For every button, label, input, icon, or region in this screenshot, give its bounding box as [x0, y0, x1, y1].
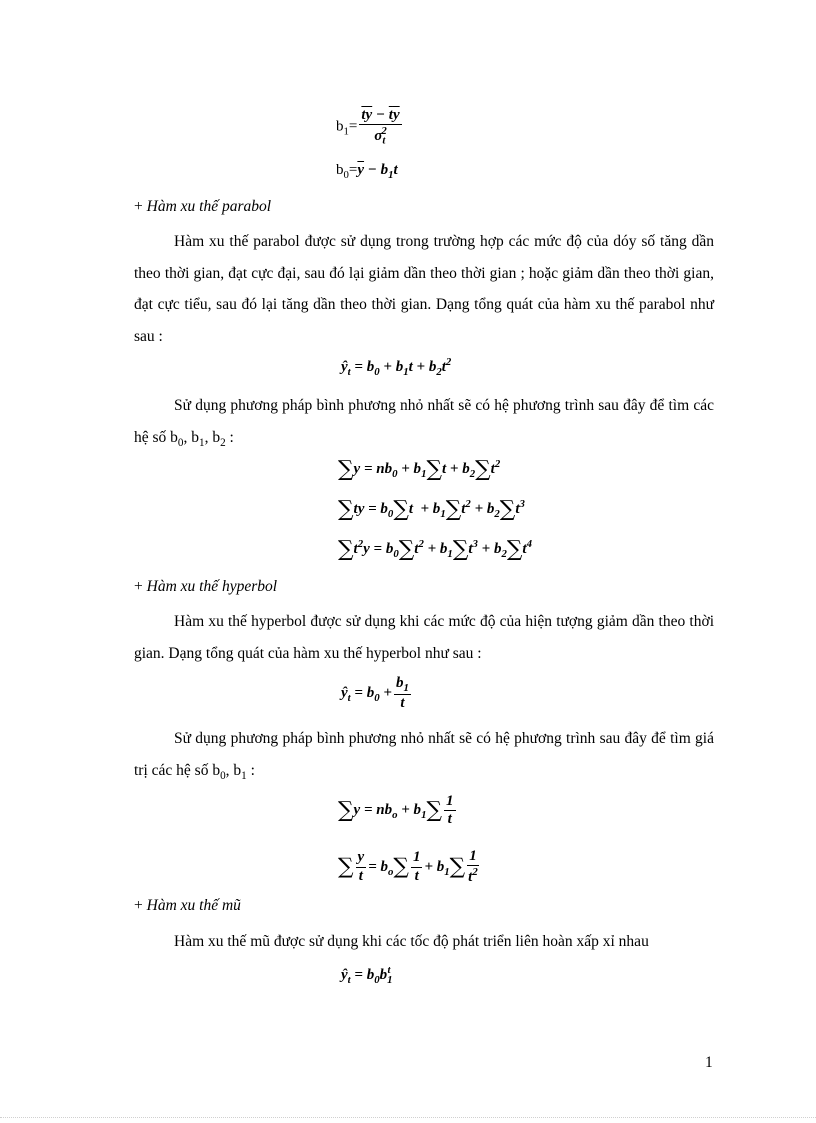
paragraph-hyperbol-description: Hàm xu thế hyperbol được sử dụng khi các mức độ của hiện tượng giảm dần theo thời gian. Dạng tổng quát của hàm xu thế hyperbol như sau : — [134, 613, 714, 662]
formula-hyperbol-system-1: $\sum y = nb_o + b_1\sum$ $\frac{1}{t}$ — [338, 793, 454, 828]
formula-b0: $b_0=\overline{y} - b_1t$ — [336, 162, 398, 181]
heading-hyperbol: + Hàm xu thế hyperbol — [134, 578, 278, 595]
paragraph-parabol-description: Hàm xu thế parabol được sử dụng trong trường hợp các mức độ của dóy số tăng dần theo thời gian, đạt cực đại, sau đó lại giảm dần theo thời gian ; hoặc giảm dần theo thời gian, đạt cực tiểu, sau đó lại tăng dần theo thời gian. Dạng tổng quát của hàm xu thế parabol như sau : — [134, 233, 714, 345]
formula-parabol-system-3: $\sum t^2y = b_0\sum t^2 + b_1\sum t^3 + b_2\sum t^4$ — [338, 537, 532, 562]
heading-parabol: + Hàm xu thế parabol — [134, 198, 272, 215]
paragraph-hyperbol-least-squares: Sử dụng phương pháp bình phương nhỏ nhất sẽ có hệ phương trình sau đây để tìm giá trị các hệ số $b_0$, $b_1$ : — [134, 730, 714, 782]
hyperbol-lsq-text: Sử dụng phương pháp bình phương nhỏ nhất sẽ có hệ phương trình sau đây để tìm giá trị các hệ số b — [134, 730, 714, 779]
formula-hyperbol-system-2: ∑ $\frac{y}{t}$ = $b_o\sum$ $\frac{1}{t}$ + $b_1\sum$ $\frac{1}{t^2}$ — [338, 848, 478, 886]
heading-mu: + Hàm xu thế mũ — [134, 897, 241, 914]
formula-b1: $b_1=$ $\frac{\overline{ty} - \overline{t}\overline{y}}{\sigma_t^2}$ — [336, 107, 400, 147]
formula-parabol-system-2: $\sum ty = b_0\sum t + b_1\sum t^2 + b_2\sum t^3$ — [338, 497, 525, 522]
paragraph-parabol-least-squares: Sử dụng phương pháp bình phương nhỏ nhất sẽ có hệ phương trình sau đây để tìm các hệ số $b_0$, $b_1$, $b_2$ : — [134, 397, 714, 449]
formula-mu: $ŷ_t = b_0b_1^t$ — [341, 964, 393, 986]
formula-hyperbol: $ŷ_t = b_0$ + $\frac{b_1}{t}$ — [341, 675, 409, 712]
formula-parabol-system-1: $\sum y = nb_0 + b_1\sum t + b_2\sum t^2$ — [338, 457, 501, 482]
page-number: 1 — [705, 1054, 713, 1071]
parabol-lsq-text: Sử dụng phương pháp bình phương nhỏ nhất sẽ có hệ phương trình sau đây để tìm các hệ số b — [134, 397, 714, 446]
paragraph-mu-description: Hàm xu thế mũ được sử dụng khi các tốc độ phát triển liên hoàn xấp xỉ nhau — [174, 933, 649, 950]
page-bottom-divider — [0, 1117, 816, 1118]
formula-parabol: $ŷ_t = b_0 + b_1t + b_2t^2$ — [341, 356, 452, 378]
